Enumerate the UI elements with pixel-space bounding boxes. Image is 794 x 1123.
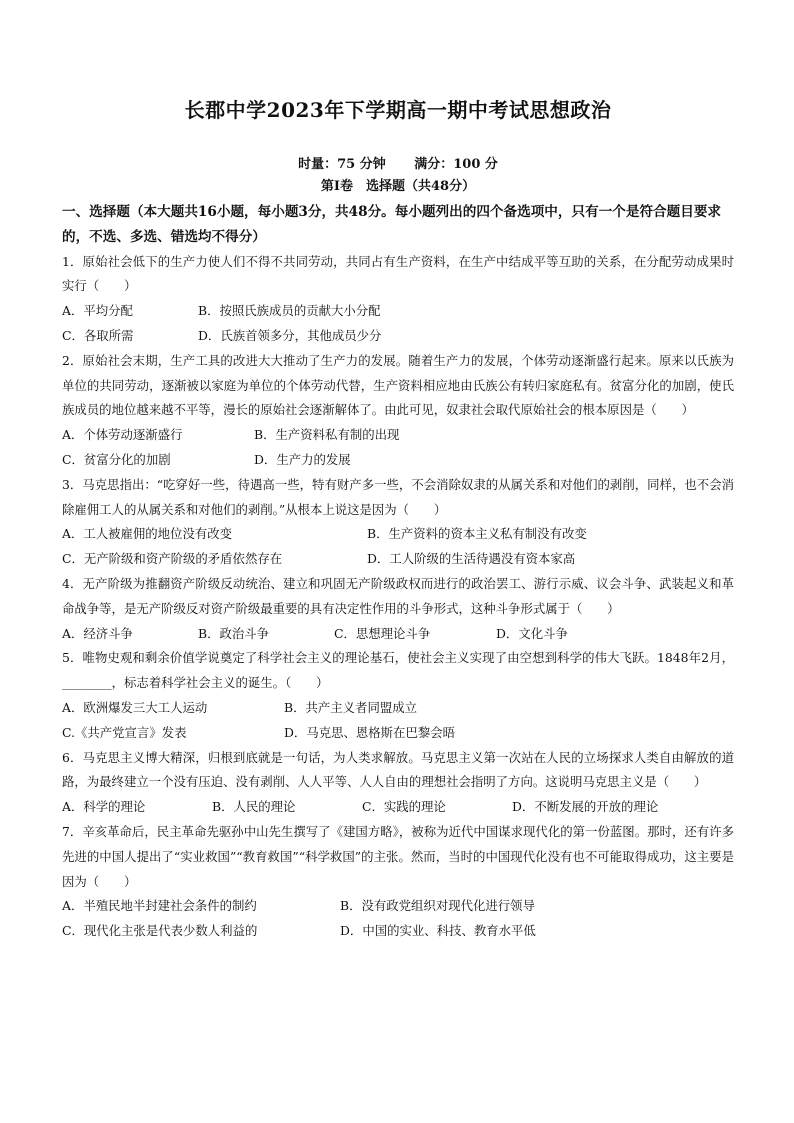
question-7-options-row-1 xyxy=(62,894,734,919)
option-c[interactable]: C．实践的理论 xyxy=(362,799,446,815)
option-d[interactable]: D．文化斗争 xyxy=(496,625,568,641)
option-c[interactable]: C．思想理论斗争 xyxy=(334,625,431,641)
question-5-options-row-2 xyxy=(62,721,734,746)
option-a[interactable]: A．半殖民地半封建社会条件的制约 xyxy=(62,898,257,914)
option-b[interactable]: B．没有政党组织对现代化进行领导 xyxy=(340,898,535,914)
exam-page xyxy=(62,92,734,944)
option-b[interactable]: B．生产资料的资本主义私有制没有改变 xyxy=(367,526,587,542)
option-d[interactable]: D．生产力的发展 xyxy=(254,451,351,467)
question-6-stem: 6．马克思主义博大精深，归根到底就是一句话，为人类求解放。马克思主义第一次站在人民的立场探求人类自由解放的道路，为最终建立一个没有压迫、没有剥削、人人平等、人人自由的理想社会指明了方向。这说明马克思主义是（ ） xyxy=(62,749,734,790)
option-a[interactable]: A．经济斗争 xyxy=(62,625,133,641)
full-score: 满分：100 分 xyxy=(414,157,498,172)
option-a[interactable]: A．科学的理论 xyxy=(62,799,146,815)
option-b[interactable]: B．按照氏族成员的贡献大小分配 xyxy=(198,303,381,319)
option-d[interactable]: D．工人阶级的生活待遇没有资本家高 xyxy=(367,551,576,567)
option-d[interactable]: D．中国的实业、科技、教育水平低 xyxy=(340,923,536,939)
part-heading: 第Ⅰ卷 选择题（共48分） xyxy=(320,179,476,194)
option-a[interactable]: A．个体劳动逐渐盛行 xyxy=(62,427,183,443)
question-2-stem: 2．原始社会末期，生产工具的改进大大推动了生产力的发展。随着生产力的发展，个体劳动逐渐盛行起来。原来以氏族为单位的共同劳动，逐渐被以家庭为单位的个体劳动代替，生产资料相应地由氏族公有转归家庭私有。贫富分化的加剧，使氏族成员的地位越来越不平等，漫长的原始社会逐渐解体了。由此可见，奴隶社会取代原始社会的根本原因是（ ） xyxy=(62,352,734,418)
question-2-options-row-1 xyxy=(62,423,734,448)
question-3-stem: 3．马克思指出：“吃穿好一些，待遇高一些，特有财产多一些，不会消除奴隶的从属关系和对他们的剥削，同样，也不会消除雇佣工人的从属关系和对他们的剥削。”从根本上说这是因为（ ） xyxy=(62,476,734,517)
option-a[interactable]: A．欧洲爆发三大工人运动 xyxy=(62,699,208,715)
question-5-stem: 5．唯物史观和剩余价值学说奠定了科学社会主义的理论基石，使社会主义实现了由空想到科学的伟大飞跃。1848年2月，________，标志着科学社会主义的诞生。（ ） xyxy=(62,650,734,691)
option-d[interactable]: D．马克思、恩格斯在巴黎会晤 xyxy=(284,724,456,740)
option-c[interactable]: C．无产阶级和资产阶级的矛盾依然存在 xyxy=(62,551,283,567)
exam-title: 长郡中学2023年下学期高一期中考试思想政治 xyxy=(184,98,612,122)
question-2-options-row-2 xyxy=(62,448,734,473)
option-b[interactable]: B．政治斗争 xyxy=(198,625,270,641)
option-b[interactable]: B．共产主义者同盟成立 xyxy=(284,699,418,715)
question-4-stem: 4．无产阶级为推翻资产阶级反动统治、建立和巩固无产阶级政权而进行的政治罢工、游行示威、议会斗争、武装起义和革命战争等，是无产阶级反对资产阶级最重要的具有决定性作用的斗争形式，这种斗争形式属于（ ） xyxy=(62,575,734,616)
option-a[interactable]: A．平均分配 xyxy=(62,303,133,319)
question-3-options-row-1 xyxy=(62,522,734,547)
question-3-options-row-2 xyxy=(62,547,734,572)
question-7-stem: 7．辛亥革命后，民主革命先驱孙中山先生撰写了《建国方略》，被称为近代中国谋求现代化的第一份蓝图。那时，还有许多先进的中国人提出了“实业救国”“教育救国”“科学救国”的主张。然而，当时的中国现代化没有也不可能取得成功，这主要是因为（ ） xyxy=(62,823,734,889)
question-7-options-row-2 xyxy=(62,919,734,944)
question-4-options xyxy=(62,622,734,647)
option-d[interactable]: D．不断发展的开放的理论 xyxy=(512,799,659,815)
question-5-options-row-1 xyxy=(62,696,734,721)
option-a[interactable]: A．工人被雇佣的地位没有改变 xyxy=(62,526,233,542)
question-1-options-row-2 xyxy=(62,324,734,349)
question-1-options-row-1 xyxy=(62,299,734,324)
question-1-stem: 1．原始社会低下的生产力使人们不得不共同劳动，共同占有生产资料，在生产中结成平等互助的关系，在分配劳动成果时实行（ ） xyxy=(62,253,734,294)
option-b[interactable]: B．生产资料私有制的出现 xyxy=(254,427,400,443)
option-c[interactable]: C.《共产党宣言》发表 xyxy=(62,724,187,740)
option-c[interactable]: C．贫富分化的加剧 xyxy=(62,451,171,467)
time-limit: 时量：75 分钟 xyxy=(298,157,386,172)
exam-meta xyxy=(62,154,734,176)
question-6-options xyxy=(62,795,734,820)
option-b[interactable]: B．人民的理论 xyxy=(212,799,296,815)
option-d[interactable]: D．氏族首领多分，其他成员少分 xyxy=(198,327,382,343)
option-c[interactable]: C．现代化主张是代表少数人利益的 xyxy=(62,923,258,939)
section-instructions: 一、选择题（本大题共16小题，每小题3分，共48分。每小题列出的四个备选项中，只有一个是符合题目要求的，不选、多选、错选均不得分） xyxy=(62,204,722,245)
option-c[interactable]: C．各取所需 xyxy=(62,327,134,343)
